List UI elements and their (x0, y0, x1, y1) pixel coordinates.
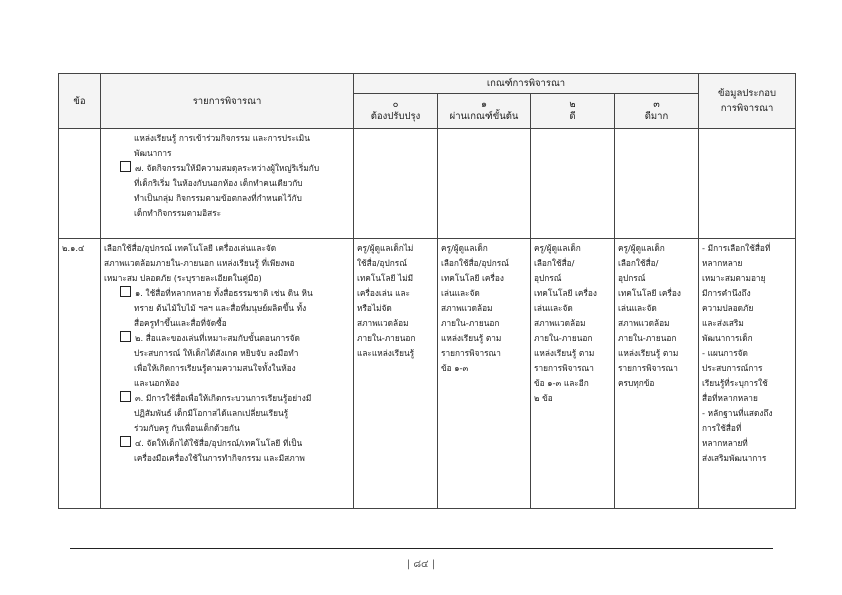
cell-line: หลากหลายที่ (702, 438, 748, 448)
cell-line: เล่นและจัด (441, 288, 480, 298)
cell-line: แหล่งเรียนรู้ ตาม (618, 348, 679, 358)
row2-items (101, 239, 354, 509)
cell-line: ภายใน-ภายนอก (441, 318, 500, 328)
cell-line: ครู/ผู้ดูแลเด็ก (534, 243, 581, 253)
intro-line: เลือกใช้สื่อ/อุปกรณ์ เทคโนโลยี เครื่องเล่นและจัด (104, 243, 277, 253)
item-line: ร่วมกับครู กับเพื่อนเด็กด้วยกัน (134, 423, 240, 433)
header-evidence-line2: การพิจารณา (720, 103, 774, 114)
cell-line: ภายใน-ภายนอก (357, 333, 416, 343)
cell-line: เล่นและจัด (618, 303, 657, 313)
item-line: ประสบการณ์ ให้เด็กได้สังเกต หยิบจับ ลงมือทำ (134, 348, 299, 358)
cell-line: เทคโนโลยี เครื่อง (441, 273, 504, 283)
cell-line: ครู/ผู้ดูแลเด็ก (441, 243, 488, 253)
checkbox-icon[interactable] (120, 331, 131, 342)
header-level-0: ๐ ต้องปรับปรุง (354, 94, 438, 129)
intro-line: สภาพแวดล้อมภายใน-ภายนอก แหล่งเรียนรู้ ที่เพียงพอ (104, 258, 295, 268)
row2-level-0 (354, 239, 438, 509)
cell-line: เหมาะสมตามอายุ (702, 273, 766, 283)
row1-level-1 (438, 129, 531, 239)
header-criteria: เกณฑ์การพิจารณา (354, 74, 699, 94)
item-line: ที่เด็กริเริ่ม ในห้องกับนอกห้อง เด็กทำคนเดียวกับ (134, 178, 303, 188)
cell-line: มีการคำนึงถึง (702, 288, 751, 298)
cell-line: - มีการเลือกใช้สื่อที่ (702, 243, 771, 253)
header-evidence-line1: ข้อมูลประกอบ (717, 88, 776, 99)
intro-line: เหมาะสม ปลอดภัย (ระบุรายละเอียดในคู่มือ) (104, 273, 262, 283)
cell-line: หรือไม่จัด (357, 303, 392, 313)
cell-line: สภาพแวดล้อม (534, 318, 586, 328)
cell-line: ข้อ ๑-๓ (441, 363, 469, 373)
cell-line: รายการพิจารณา (534, 363, 594, 373)
evaluation-table (58, 73, 796, 509)
cell-line: ภายใน-ภายนอก (618, 333, 677, 343)
cell-line: แหล่งเรียนรู้ ตาม (534, 348, 595, 358)
cell-line: ข้อ ๑-๓ และอีก (534, 378, 589, 388)
cell-line: หลากหลาย (702, 258, 743, 268)
footer-rule (70, 548, 773, 549)
cell-line: อุปกรณ์ (618, 273, 646, 283)
item-line: พัฒนาการ (134, 148, 172, 158)
cell-line: พัฒนาการเด็ก (702, 333, 753, 343)
cell-line: สภาพแวดล้อม (441, 303, 493, 313)
cell-line: และแหล่งเรียนรู้ (357, 348, 415, 358)
row1-evidence (699, 129, 796, 239)
cell-line: เลือกใช้สื่อ/ (618, 258, 659, 268)
cell-line: รายการพิจารณา (441, 348, 501, 358)
cell-line: ๒ ข้อ (534, 393, 553, 403)
cell-line: การใช้สื่อที่ (702, 423, 742, 433)
cell-line: เลือกใช้สื่อ/อุปกรณ์ (441, 258, 509, 268)
item-line: เด็กทำกิจกรรมตามอิสระ (134, 208, 222, 218)
checklist-item: ๓. มีการใช้สื่อเพื่อให้เกิดกระบวนการเรียนรู้อย่างมี (104, 391, 350, 406)
cell-line: ครู/ผู้ดูแลเด็กไม่ (357, 243, 414, 253)
cell-line: ใช้สื่อ/อุปกรณ์ (357, 258, 407, 268)
row1-no (59, 129, 101, 239)
cell-line: ความปลอดภัย (702, 303, 754, 313)
header-evidence (699, 74, 796, 129)
checklist-item: ๒. สื่อและของเล่นที่เหมาะสมกับขั้นตอนการจัด (104, 331, 350, 346)
cell-line: ภายใน-ภายนอก (534, 333, 593, 343)
cell-line: ครู/ผู้ดูแลเด็ก (618, 243, 665, 253)
checkbox-icon[interactable] (120, 286, 131, 297)
item-line: ทราย ต้นไม้ใบไม้ ฯลฯ และสื่อที่มนุษย์ผลิตขึ้น ทั้ง (134, 303, 307, 313)
cell-line: - แผนการจัด (702, 348, 748, 358)
header-level-2: ๒ ดี (531, 94, 615, 129)
row2-evidence (699, 239, 796, 509)
checklist-item: ๔. จัดให้เด็กได้ใช้สื่อ/อุปกรณ์/เทคโนโลยี ที่เป็น (104, 436, 350, 451)
row2-no: ๒.๑.๔ (59, 239, 101, 509)
cell-line: - หลักฐานที่แสดงถึง (702, 408, 773, 418)
cell-line: เรียนรู้ที่ระบุการใช้ (702, 378, 768, 388)
row1-items (101, 129, 354, 239)
item-line: เครื่องมือเครื่องใช้ในการทำกิจกรรม และมีสภาพ (134, 453, 305, 463)
checklist-item: ๗. จัดกิจกรรมให้มีความสมดุลระหว่างผู้ใหญ่ริเริ่มกับ (104, 161, 350, 176)
header-no: ข้อ (59, 74, 101, 129)
cell-line: ประสบการณ์การ (702, 363, 763, 373)
cell-line: สื่อที่หลากหลาย (702, 393, 758, 403)
row2-level-1 (438, 239, 531, 509)
item-line: และนอกห้อง (134, 378, 180, 388)
cell-line: ส่งเสริมพัฒนาการ (702, 453, 767, 463)
row1-level-0 (354, 129, 438, 239)
row1-level-2 (531, 129, 615, 239)
page-number: | ๘๔ | (406, 559, 436, 570)
cell-line: เทคโนโลยี เครื่อง (534, 288, 597, 298)
header-level-1: ๑ ผ่านเกณฑ์ขั้นต้น (438, 94, 531, 129)
row2-level-2 (531, 239, 615, 509)
checkbox-icon[interactable] (120, 391, 131, 402)
header-level-3: ๓ ดีมาก (615, 94, 699, 129)
item-line: สื่อครูทำขึ้นและสื่อที่จัดซื้อ (134, 318, 227, 328)
cell-line: สภาพแวดล้อม (357, 318, 409, 328)
item-line: ทำเป็นกลุ่ม กิจกรรมตามข้อตกลงที่กำหนดไว้กับ (134, 193, 302, 203)
cell-line: เทคโนโลยี เครื่อง (618, 288, 681, 298)
checkbox-icon[interactable] (120, 161, 131, 172)
row1-level-3 (615, 129, 699, 239)
checkbox-icon[interactable] (120, 436, 131, 447)
cell-line: อุปกรณ์ (534, 273, 562, 283)
cell-line: รายการพิจารณา (618, 363, 678, 373)
cell-line: และส่งเสริม (702, 318, 744, 328)
checklist-item: ๑. ใช้สื่อที่หลากหลาย ทั้งสื่อธรรมชาติ เช่น ดิน หิน (104, 286, 350, 301)
header-items: รายการพิจารณา (101, 74, 354, 129)
row2-level-3 (615, 239, 699, 509)
item-line: ปฏิสัมพันธ์ เด็กมีโอกาสได้แลกเปลี่ยนเรียนรู้ (134, 408, 289, 418)
item-line: เพื่อให้เกิดการเรียนรู้ตามความสนใจทั้งในห้อง (134, 363, 296, 373)
item-line: แหล่งเรียนรู้ การเข้าร่วมกิจกรรม และการประเมิน (134, 133, 310, 143)
cell-line: เครื่องเล่น และ (357, 288, 410, 298)
cell-line: สภาพแวดล้อม (618, 318, 670, 328)
cell-line: แหล่งเรียนรู้ ตาม (441, 333, 502, 343)
cell-line: เลือกใช้สื่อ/ (534, 258, 575, 268)
cell-line: ครบทุกข้อ (618, 378, 655, 388)
cell-line: เทคโนโลยี ไม่มี (357, 273, 414, 283)
cell-line: เล่นและจัด (534, 303, 573, 313)
